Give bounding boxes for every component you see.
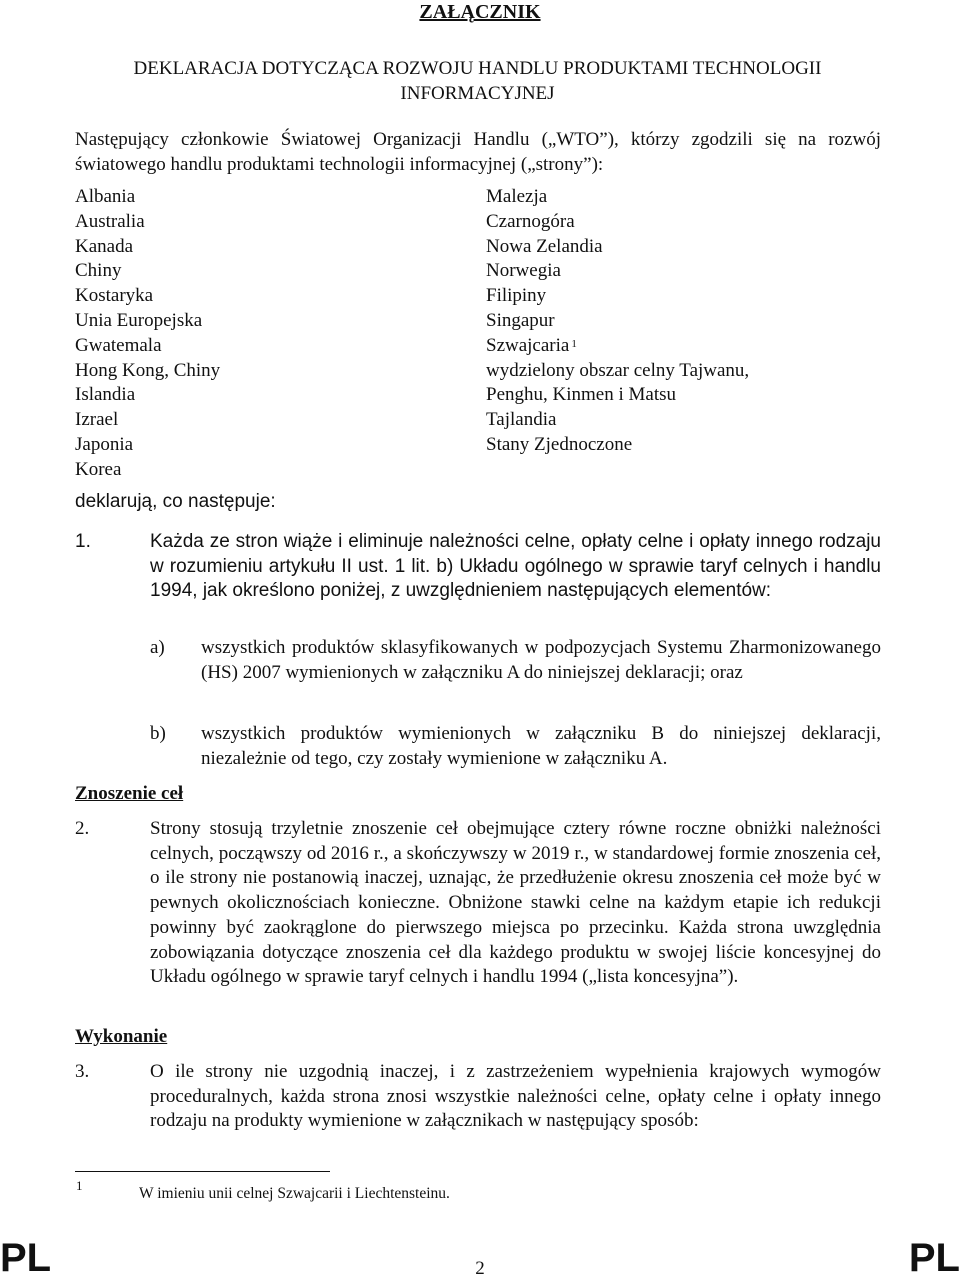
page-number: 2 [475, 1258, 485, 1279]
country-item: Kanada [75, 235, 134, 257]
country-item: Tajlandia [486, 409, 557, 431]
country-item: Izrael [75, 409, 119, 431]
country-item: Chiny [75, 260, 122, 282]
country-item: Czarnogóra [486, 210, 575, 232]
country-item: Islandia [75, 384, 136, 406]
declare-line: deklarują, co następuje: [75, 491, 276, 512]
paragraph-number: 2. [75, 818, 90, 839]
country-name: Szwajcaria [486, 334, 570, 356]
footnote-reference[interactable]: 1 [571, 337, 577, 350]
language-code-right: PL [908, 1236, 960, 1279]
paragraph-1: Każda ze stron wiąże i eliminuje należności celne, opłaty celne i opłaty innego rodzaju w rozumieniu artykułu II ust. 1 lit. b) Układu ogólnego w sprawie taryf celnych i handlu 1994, jak określono poniżej, z uwzględnieniem następujących elementów: [150, 531, 881, 602]
country-list-left [75, 185, 220, 483]
country-item: Nowa Zelandia [486, 235, 603, 257]
country-list-right [486, 185, 749, 458]
country-item: Hong Kong, Chiny [75, 359, 221, 381]
country-item: Korea [75, 458, 122, 480]
footnote-number: 1 [76, 1178, 83, 1193]
country-item: wydzielony obszar celny Tajwanu, [486, 359, 750, 381]
language-code-left: PL [0, 1236, 52, 1279]
country-item: Singapur [486, 309, 555, 331]
country-item: Kostaryka [75, 285, 154, 307]
section-heading-tariff-elimination: Znoszenie ceł [75, 783, 184, 804]
footnote-text: W imieniu unii celnej Szwajcarii i Liechtensteinu. [139, 1185, 450, 1202]
intro-paragraph: Następujący członkowie Światowej Organizacji Handlu („WTO”), którzy zgodzili się na rozwój światowego handlu produktami technologii informacyjnej („strony”): [75, 129, 881, 175]
paragraph-2: Strony stosują trzyletnie znoszenie ceł obejmujące cztery równe roczne obniżki należności celnych, począwszy od 2016 r., a skończywszy w 2019 r., w standardowej formie znoszenia ceł, o ile strony nie postanowią inaczej, uznając, że przedłużenie okresu znoszenia ceł może być w pewnych okolicznościach konieczne. Obniżone stawki celne na każdym etapie ich redukcji powinny być zaokrąglone do pierwszego miejsca po przecinku. Każda strona uwzględnia zobowiązania dotyczące znoszenia ceł dla każdego produktu w swojej liście koncesyjnej do Układu ogólnego w sprawie taryf celnych i handlu 1994 („lista koncesyjna”). [150, 818, 881, 988]
country-item: Filipiny [486, 285, 547, 307]
section-heading-implementation: Wykonanie [75, 1026, 168, 1047]
sub-item-a: wszystkich produktów sklasyfikowanych w podpozycjach Systemu Zharmonizowanego (HS) 2007 wymienionych w załączniku A do niniejszej deklaracji; oraz [201, 637, 881, 683]
country-item: Gwatemala [75, 334, 162, 356]
country-item: Malezja [486, 186, 548, 207]
paragraph-number: 1. [75, 531, 91, 552]
country-item: Albania [75, 186, 136, 207]
paragraph-number: 3. [75, 1061, 90, 1082]
footnote-separator [75, 1171, 330, 1172]
paragraph-3: O ile strony nie uzgodnią inaczej, i z zastrzeżeniem wypełnienia krajowych wymogów proceduralnych, każda strona znosi wszystkie należności celne, opłaty celne i opłaty innego rodzaju na produkty wymienione w załącznikach w następujący sposób: [150, 1061, 881, 1132]
country-item: Penghu, Kinmen i Matsu [486, 384, 676, 406]
country-item-switzerland [486, 334, 749, 359]
country-item: Stany Zjednoczone [486, 433, 633, 455]
document-title: ZAŁĄCZNIK [419, 1, 541, 23]
country-item: Australia [75, 210, 145, 232]
country-item: Norwegia [486, 260, 561, 282]
declaration-heading: DEKLARACJA DOTYCZĄCA ROZWOJU HANDLU PRODUKTAMI TECHNOLOGII INFORMACYJNEJ [133, 58, 822, 104]
sub-item-b: wszystkich produktów wymienionych w załączniku B do niniejszej deklaracji, niezależnie od tego, czy zostały wymienione w załączniku A. [201, 723, 881, 769]
country-item: Japonia [75, 433, 134, 455]
sub-item-letter: b) [150, 723, 166, 744]
country-item: Unia Europejska [75, 309, 203, 331]
sub-item-letter: a) [150, 637, 165, 658]
